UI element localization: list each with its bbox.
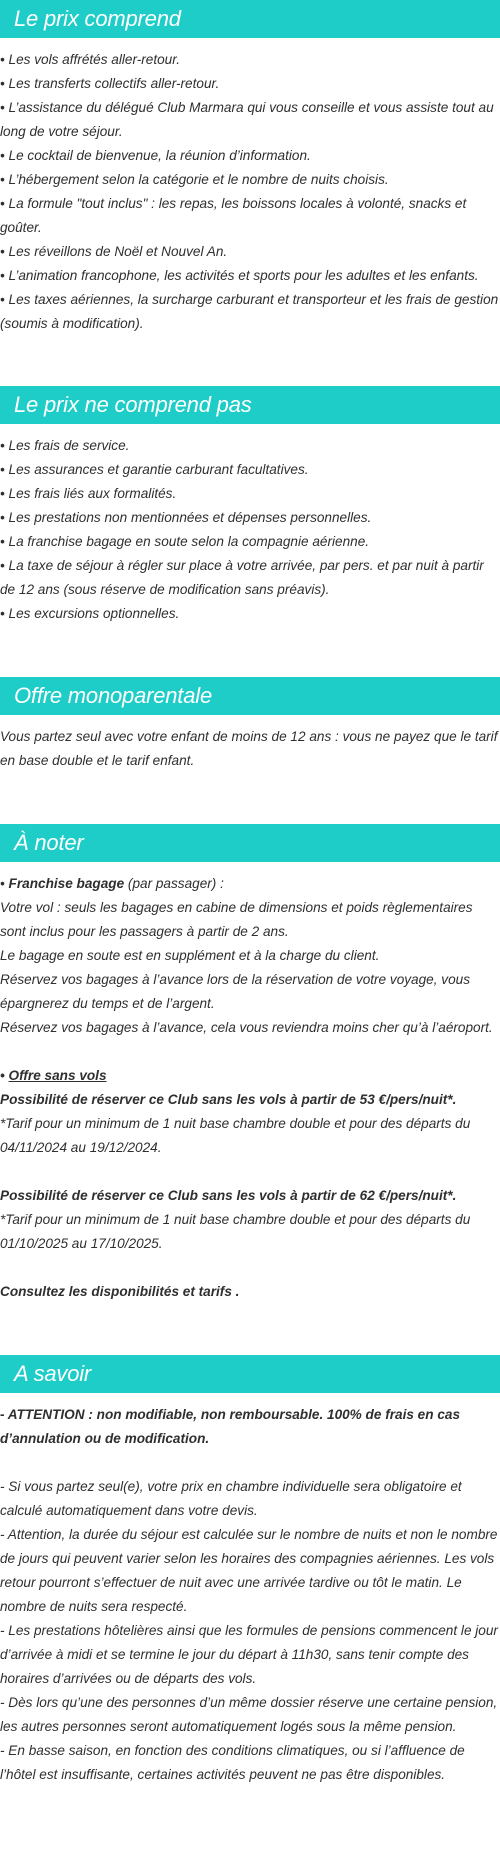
section-offre-monoparentale bbox=[0, 677, 500, 773]
list-item: • La formule "tout inclus" : les repas, les boissons locales à volonté, snacks et goûter. bbox=[0, 196, 467, 235]
franchise-suffix: (par passager) : bbox=[124, 876, 224, 891]
list-item: • Le cocktail de bienvenue, la réunion d’information. bbox=[0, 148, 311, 163]
section-content bbox=[0, 862, 500, 1304]
paragraph: - Si vous partez seul(e), votre prix en chambre individuelle sera obligatoire et calculé automatiquement dans votre devis. bbox=[0, 1479, 462, 1518]
section-title: Le prix comprend bbox=[0, 0, 500, 38]
list-item: • La franchise bagage en soute selon la compagnie aérienne. bbox=[0, 534, 370, 549]
list-item: • Les transferts collectifs aller-retour. bbox=[0, 76, 220, 91]
list-item: • Les prestations non mentionnées et dépenses personnelles. bbox=[0, 510, 372, 525]
section-title: Le prix ne comprend pas bbox=[0, 386, 500, 424]
paragraph: Le bagage en soute est en supplément et à la charge du client. bbox=[0, 948, 380, 963]
paragraph: - En basse saison, en fonction des conditions climatiques, ou si l’affluence de l’hôtel est insuffisante, certaines activités peuvent ne pas être disponibles. bbox=[0, 1743, 465, 1782]
attention-paragraph: - ATTENTION : non modifiable, non remboursable. 100% de frais en cas d’annulation ou de modification. bbox=[0, 1407, 461, 1446]
list-item: • Les réveillons de Noël et Nouvel An. bbox=[0, 244, 228, 259]
section-content bbox=[0, 1393, 500, 1787]
list-item: • Les frais liés aux formalités. bbox=[0, 486, 177, 501]
section-a-noter bbox=[0, 824, 500, 1304]
offre-heading bbox=[0, 1064, 500, 1088]
offre-line: Possibilité de réserver ce Club sans les vols à partir de 53 €/pers/nuit*. bbox=[0, 1092, 457, 1107]
list-item: • L’animation francophone, les activités et sports pour les adultes et les enfants. bbox=[0, 268, 479, 283]
paragraph: Réservez vos bagages à l’avance lors de la réservation de votre voyage, vous épargnerez du temps et de l’argent. bbox=[0, 972, 470, 1011]
paragraph: - Dès lors qu’une des personnes d’un même dossier réserve une certaine pension, les autres personnes seront automatiquement logés sous la même pension. bbox=[0, 1695, 498, 1734]
section-content bbox=[0, 38, 500, 336]
list-item: • Les assurances et garantie carburant facultatives. bbox=[0, 462, 309, 477]
list-item: • Les excursions optionnelles. bbox=[0, 606, 180, 621]
franchise-label: Franchise bagage bbox=[8, 876, 125, 891]
consult-link[interactable]: Consultez les disponibilités et tarifs . bbox=[0, 1284, 240, 1299]
paragraph: Votre vol : seuls les bagages en cabine de dimensions et poids règlementaires sont inclus pour les passagers à partir de 2 ans. bbox=[0, 900, 473, 939]
offre-line: Possibilité de réserver ce Club sans les vols à partir de 62 €/pers/nuit*. bbox=[0, 1188, 457, 1203]
paragraph: Réservez vos bagages à l’avance, cela vous reviendra moins cher qu’à l’aéroport. bbox=[0, 1020, 493, 1035]
paragraph: - Les prestations hôtelières ainsi que les formules de pensions commencent le jour d’arrivée à midi et se termine le jour du départ à 11h30, sans tenir compte des horaires d’arrivées ou de départs des vols. bbox=[0, 1623, 498, 1686]
paragraph: - Attention, la durée du séjour est calculée sur le nombre de nuits et non le nombre de jours qui peuvent varier selon les horaires des compagnies aériennes. Les vols retour pourront s’effectuer de nuit avec une arrivée tardive ou tôt le matin. Le nombre de nuits sera respecté. bbox=[0, 1527, 498, 1614]
list-item: • La taxe de séjour à régler sur place à votre arrivée, par pers. et par nuit à partir de 12 ans (sous réserve de modification sans préavis). bbox=[0, 558, 484, 597]
section-title: À noter bbox=[0, 824, 500, 862]
list-item: • Les frais de service. bbox=[0, 438, 130, 453]
list-item: • L’assistance du délégué Club Marmara qui vous conseille et vous assiste tout au long de votre séjour. bbox=[0, 100, 494, 139]
list-item: • Les vols affrétés aller-retour. bbox=[0, 52, 181, 67]
list-item: • L’hébergement selon la catégorie et le nombre de nuits choisis. bbox=[0, 172, 389, 187]
offre-sans-vols-link[interactable]: Offre sans vols bbox=[8, 1068, 107, 1083]
franchise-heading bbox=[0, 872, 500, 896]
section-title: Offre monoparentale bbox=[0, 677, 500, 715]
bullet: • bbox=[0, 1068, 9, 1083]
section-a-savoir bbox=[0, 1355, 500, 1787]
offre-note: *Tarif pour un minimum de 1 nuit base chambre double et pour des départs du 04/11/2024 au 19/12/2024. bbox=[0, 1116, 471, 1155]
list-item: • Les taxes aériennes, la surcharge carburant et transporteur et les frais de gestion (soumis à modification). bbox=[0, 292, 499, 331]
section-title: A savoir bbox=[0, 1355, 500, 1393]
bullet: • bbox=[0, 876, 9, 891]
section-prix-comprend bbox=[0, 0, 500, 336]
section-content bbox=[0, 424, 500, 626]
offre-note: *Tarif pour un minimum de 1 nuit base chambre double et pour des départs du 01/10/2025 au 17/10/2025. bbox=[0, 1212, 471, 1251]
section-content bbox=[0, 715, 500, 773]
section-prix-ne-comprend-pas bbox=[0, 386, 500, 626]
paragraph: Vous partez seul avec votre enfant de moins de 12 ans : vous ne payez que le tarif en base double et le tarif enfant. bbox=[0, 729, 498, 768]
